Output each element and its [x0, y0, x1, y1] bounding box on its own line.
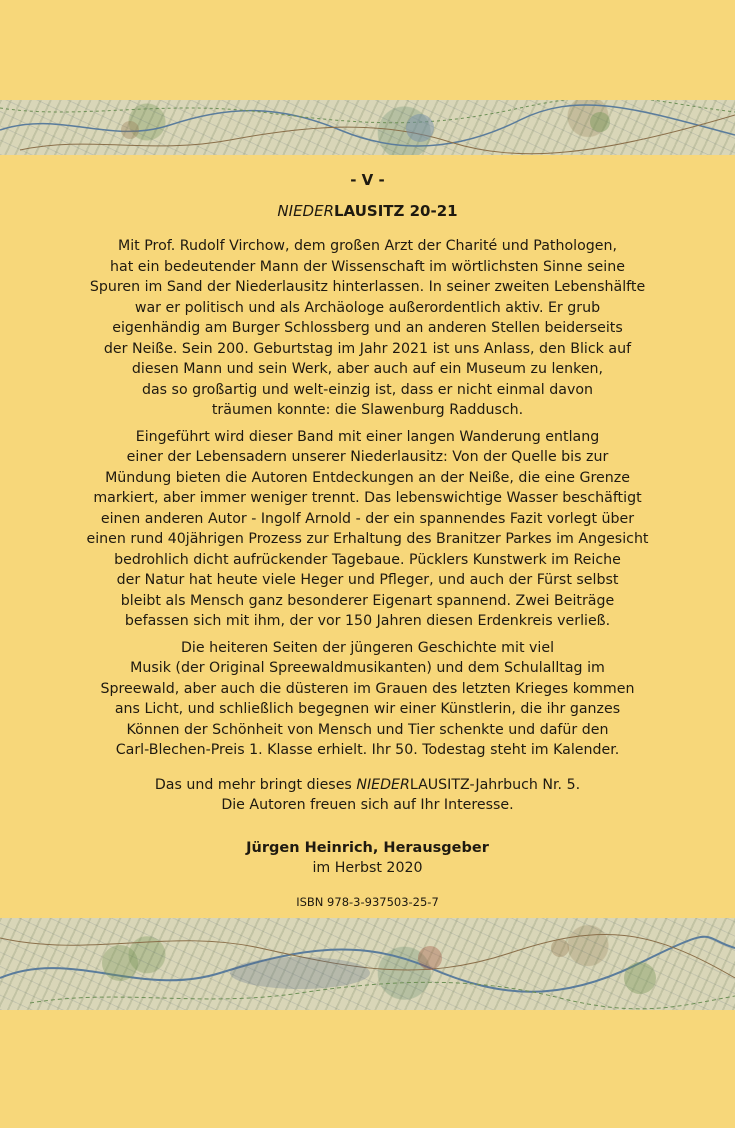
text-line: einer der Lebensadern unserer Niederlausitz: Von der Quelle bis zur: [126, 449, 609, 465]
paragraph-history: [0, 638, 735, 761]
text-line: war er politisch und als Archäologe außerordentlich aktiv. Er grub: [134, 299, 601, 316]
signature-name: Jürgen Heinrich, Herausgeber: [246, 839, 489, 856]
chapter-number: - V -: [350, 171, 385, 189]
text-line: das so großartig und welt-einzig ist, dass er nicht einmal davon: [141, 381, 594, 398]
text-line: Spreewald, aber auch die düsteren im Grauen des letzten Krieges kommen: [100, 680, 635, 697]
text-line: markiert, aber immer weniger trennt. Das lebenswichtige Wasser beschäftigt: [93, 490, 642, 506]
text-line: einen anderen Autor - Ingolf Arnold - der ein spannendes Fazit vorlegt über: [100, 510, 635, 527]
text-line: bedrohlich dicht aufrückender Tagebaue. Pücklers Kunstwerk im Reiche: [114, 551, 621, 568]
paragraph-neisse: [0, 427, 735, 632]
text-line: träumen konnte: die Slawenburg Raddusch.: [211, 402, 524, 418]
signature-date: im Herbst 2020: [312, 859, 423, 876]
closing-italic: NIEDER: [356, 776, 410, 793]
closing-prefix: Das und mehr bringt dieses: [154, 776, 357, 793]
text-line: der Natur hat heute viele Heger und Pfleger, und auch der Fürst selbst: [116, 572, 619, 588]
text-line: Carl-Blechen-Preis 1. Klasse erhielt. Ihr 50. Todestag steht im Kalender.: [115, 742, 620, 758]
text-line: einen rund 40jährigen Prozess zur Erhaltung des Branitzer Parkes im Angesicht: [86, 531, 649, 547]
map-banner-bottom: [0, 918, 735, 1010]
text-line: ans Licht, und schließlich begegnen wir einer Künstlerin, die ihr ganzes: [114, 701, 621, 717]
isbn: ISBN 978-3-937503-25-7: [296, 894, 439, 909]
paragraph-virchow: [0, 236, 735, 421]
text-line: Mündung bieten die Autoren Entdeckungen an der Neiße, die eine Grenze: [105, 469, 630, 486]
text-line: Musik (der Original Spreewaldmusikanten) und dem Schulalltag im: [130, 660, 605, 676]
map-banner-top: [0, 100, 735, 155]
closing-suffix: LAUSITZ-Jahrbuch Nr. 5.: [409, 776, 581, 793]
page-content: [0, 168, 735, 910]
text-line: eigenhändig am Burger Schlossberg und an anderen Stellen beiderseits: [112, 320, 623, 336]
text-line: Die heiteren Seiten der jüngeren Geschichte mit viel: [180, 639, 555, 656]
text-line: befassen sich mit ihm, der vor 150 Jahren diesen Erdenkreis verließ.: [124, 613, 611, 629]
text-line: Eingeführt wird dieser Band mit einer langen Wanderung entlang: [135, 428, 600, 445]
series-title-bold: LAUSITZ 20-21: [334, 202, 458, 220]
text-line: Spuren im Sand der Niederlausitz hinterlassen. In seiner zweiten Lebenshälfte: [89, 279, 646, 295]
closing-line-1: [0, 775, 735, 796]
closing-line-2: Die Autoren freuen sich auf Ihr Interesse.: [221, 797, 514, 813]
series-title: [0, 200, 735, 222]
map-illustration-top: [0, 100, 735, 155]
text-line: Können der Schönheit von Mensch und Tier schenkte und dafür den: [126, 721, 609, 738]
text-line: Mit Prof. Rudolf Virchow, dem großen Arzt der Charité und Pathologen,: [118, 238, 617, 254]
map-illustration-bottom: [0, 918, 735, 1010]
text-line: hat ein bedeutender Mann der Wissenschaft im wörtlichsten Sinne seine: [110, 258, 625, 275]
text-line: diesen Mann und sein Werk, aber auch auf ein Museum zu lenken,: [131, 361, 604, 377]
text-line: bleibt als Mensch ganz besonderer Eigenart spannend. Zwei Beiträge: [120, 592, 615, 609]
paragraph-closing: [0, 775, 735, 816]
series-title-italic: NIEDER: [277, 202, 334, 220]
text-line: der Neiße. Sein 200. Geburtstag im Jahr 2021 ist uns Anlass, den Blick auf: [103, 340, 632, 357]
